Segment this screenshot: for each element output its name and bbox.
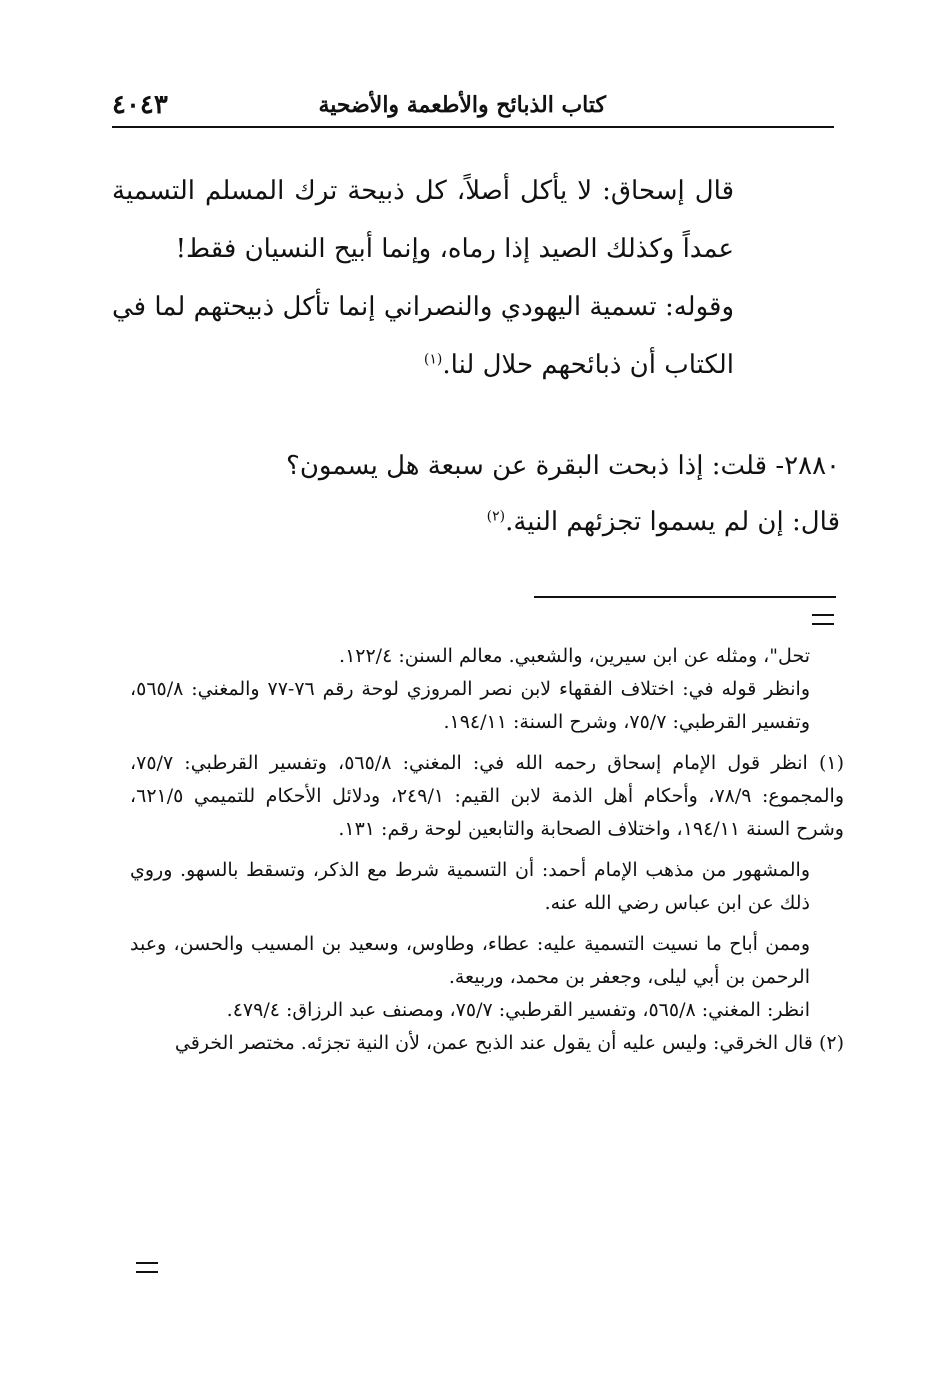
continuation-mark-bottom — [136, 1262, 158, 1273]
question-line — [280, 438, 840, 494]
footnote-1-text: انظر قول الإمام إسحاق رحمه الله في: المغني: ٥٦٥/٨، وتفسير القرطبي: ٧٥/٧، والمجموع: ٧٨/٩، وأحكام أهل الذمة لابن القيم: ٢٤٩/١، ودلائل الأحكام للتميمي ٦٢١/٥، وشرح السنة ١٩٤/١١، واختلاف الصحابة والتابعين لوحة رقم: ١٣١. — [130, 752, 844, 840]
footnote-ref-1: (١) — [423, 351, 443, 368]
question-text: قلت: إذا ذبحت البقرة عن سبعة هل يسمون؟ — [286, 451, 768, 481]
footnotes — [130, 640, 844, 1060]
paragraph-tasmiya-text: وقوله: تسمية اليهودي والنصراني إنما تأكل ذبيحتهم لما في الكتاب أن ذبائحهم حلال لنا. — [112, 292, 734, 380]
footnote-1-paragraph-2: والمشهور من مذهب الإمام أحمد: أن التسمية شرط مع الذكر، وتسقط بالسهو. وروي ذلك عن ابن عباس رضي الله عنه. — [130, 859, 810, 914]
main-text — [112, 162, 734, 394]
footnote-separator — [534, 596, 836, 598]
running-header — [112, 92, 834, 126]
footnote-1 — [130, 747, 844, 846]
footnote-2-text: قال الخرقي: وليس عليه أن يقول عند الذبح عمن، لأن النية تجزئه. مختصر الخرقي — [174, 1032, 813, 1054]
question-number: ٢٨٨٠- — [775, 451, 840, 481]
footnote-1-paragraph-4: انظر: المغني: ٥٦٥/٨، وتفسير القرطبي: ٧٥/٧، ومصنف عبد الرزاق: ٤٧٩/٤. — [226, 999, 810, 1021]
continuation-mark-top — [812, 614, 834, 625]
question-block — [280, 438, 840, 550]
header-rule — [112, 126, 834, 128]
footnote-continued-1: تحل"، ومثله عن ابن سيرين، والشعبي. معالم السنن: ١٢٢/٤. — [339, 645, 810, 667]
answer-text: قال: إن لم يسموا تجزئهم النية. — [505, 507, 840, 537]
footnote-ref-2: (٢) — [486, 508, 506, 525]
footnote-continued-2: وانظر قوله في: اختلاف الفقهاء لابن نصر المروزي لوحة رقم ٧٦-٧٧ والمغني: ٥٦٥/٨، وتفسير القرطبي: ٧٥/٧، وشرح السنة: ١٩٤/١١. — [130, 678, 810, 733]
page-number: ٤٠٤٣ — [112, 90, 168, 120]
answer-line — [280, 494, 840, 550]
footnote-1-number: (١) — [818, 752, 845, 774]
footnote-2-number: (٢) — [818, 1032, 844, 1054]
header-title: كتاب الذبائح والأطعمة والأضحية — [318, 92, 606, 118]
paragraph-ishaq: قال إسحاق: لا يأكل أصلاً، كل ذبيحة ترك المسلم التسمية عمداً وكذلك الصيد إذا رماه، وإنما أبيح النسيان فقط! — [112, 176, 734, 264]
footnote-2 — [130, 1027, 844, 1060]
footnote-1-paragraph-3: وممن أباح ما نسيت التسمية عليه: عطاء، وطاوس، وسعيد بن المسيب والحسن، وعبد الرحمن بن أبي ليلى، وجعفر بن محمد، وربيعة. — [130, 933, 810, 988]
paragraph-tasmiya — [112, 278, 734, 394]
